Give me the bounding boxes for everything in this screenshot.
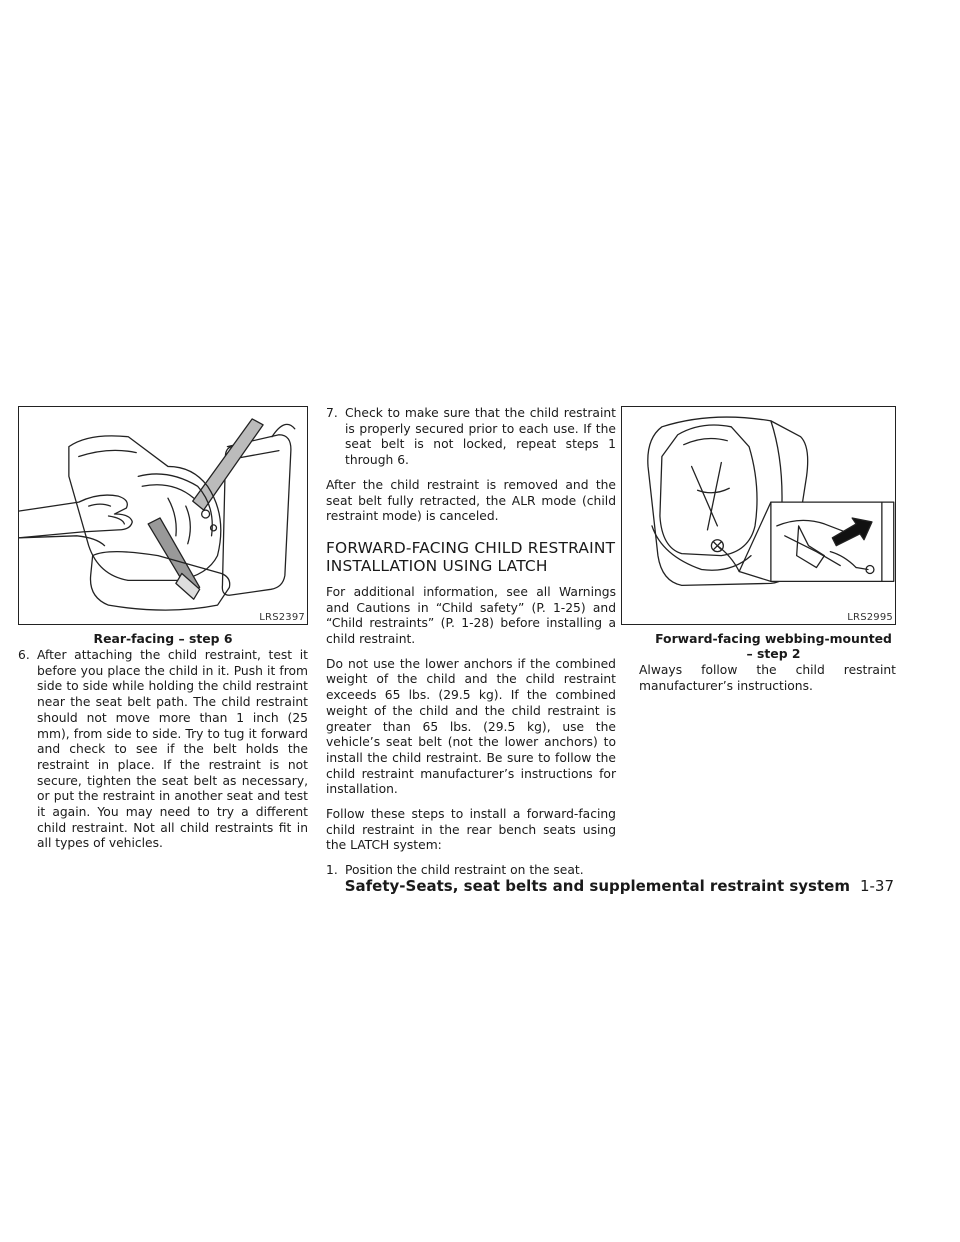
illustration-rear-facing-seat <box>19 407 307 624</box>
figure-code: LRS2995 <box>847 612 893 623</box>
step-text: After attaching the child restraint, test it before you place the child in it. Push it from side to side while holding the child restraint near the seat belt path. The child restraint should not move more than 1 inch (25 mm), from side to side. Try to tug it forward and check to see if the belt holds the restraint in place. If the restraint is not secure, tighten the seat belt as necessary, or put the restraint in another seat and test it again. You may need to try a different child restraint. Not all child restraints fit in all types of vehicles. <box>37 648 308 851</box>
footer-section-title: Safety-Seats, seat belts and supplemental restraint system <box>344 877 850 895</box>
step-text: Position the child restraint on the seat. <box>345 863 584 878</box>
paragraph-manufacturer-note: Always follow the child restraint manufacturer’s instructions. <box>639 663 896 693</box>
paragraph-weight-limit: Do not use the lower anchors if the combined weight of the child and the child restraint exceeds 65 lbs. (29.5 kg). If the combined weight of the child and the child restraint is greater than 65 lbs. (29.5 kg), use the vehicle’s seat belt (not the lower anchors) to install the child restraint. Be sure to follow the child restraint manufacturer’s instructions for installation. <box>326 656 616 797</box>
illustration-forward-facing-seat <box>622 407 895 624</box>
step-number: 1. <box>326 863 338 878</box>
left-column <box>18 406 308 852</box>
step-text: Check to make sure that the child restraint is properly secured prior to each use. If the seat belt is not locked, repeat steps 1 through 6. <box>345 406 616 468</box>
instruction-step-6 <box>18 648 308 852</box>
figure-rear-facing-step6 <box>18 406 308 625</box>
paragraph-follow-steps: Follow these steps to install a forward-facing child restraint in the rear bench seats using the LATCH system: <box>326 807 616 853</box>
paragraph-alr-mode: After the child restraint is removed and the seat belt fully retracted, the ALR mode (child restraint mode) is canceled. <box>326 477 616 524</box>
figure-caption: Rear-facing – step 6 <box>93 631 233 646</box>
figure-code: LRS2397 <box>259 612 305 623</box>
section-heading: FORWARD-FACING CHILD RESTRAINT INSTALLATION USING LATCH <box>326 538 616 575</box>
instruction-step-7 <box>326 406 616 469</box>
figure-forward-facing-step2 <box>621 406 896 625</box>
paragraph-additional-info: For additional information, see all Warnings and Cautions in “Child safety” (P. 1-25) and “Child restraints” (P. 1-28) before installing a child restraint. <box>326 584 616 647</box>
page-number: 1-37 <box>859 877 894 895</box>
step-number: 7. <box>326 406 338 420</box>
step-number: 6. <box>18 648 30 662</box>
right-column <box>621 406 896 703</box>
page-footer <box>345 877 894 895</box>
figure-caption: Forward-facing webbing-mounted – step 2 <box>655 631 892 661</box>
middle-column <box>326 406 616 888</box>
